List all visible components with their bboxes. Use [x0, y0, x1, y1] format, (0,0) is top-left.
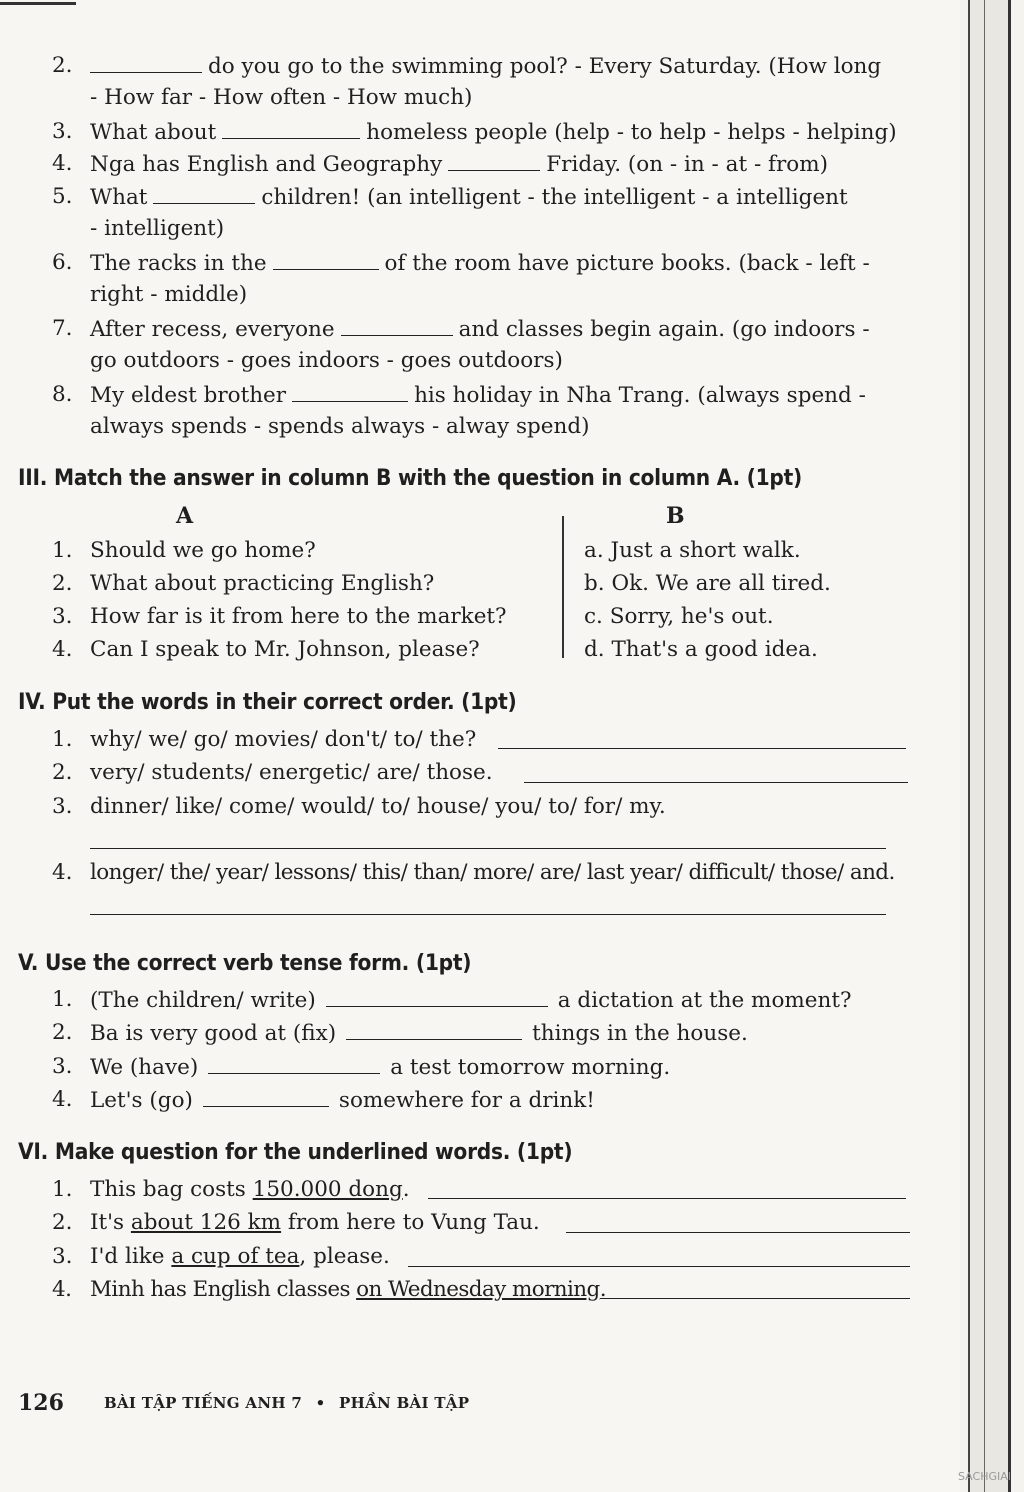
item-number: 4.: [52, 151, 73, 176]
item-text: very/ students/ energetic/ are/ those.: [90, 760, 493, 785]
answer-line[interactable]: [524, 782, 908, 783]
section-4-heading: IV. Put the words in their correct order. (1pt): [18, 690, 517, 715]
item-number: 2.: [52, 53, 73, 78]
answer-letter: b.: [584, 571, 605, 596]
item-options: go outdoors - goes indoors - goes outdoors): [90, 348, 563, 373]
item-number: 2.: [52, 1210, 73, 1235]
item-number: 3.: [52, 1054, 73, 1079]
section-3-heading: III. Match the answer in column B with the question in column A. (1pt): [18, 466, 803, 491]
section-6-heading: VI. Make question for the underlined words. (1pt): [18, 1140, 573, 1165]
item-number: 4.: [52, 1277, 72, 1302]
answer-blank[interactable]: [222, 116, 360, 139]
bullet-separator: •: [315, 1394, 326, 1412]
item-text: We (have): [90, 1055, 199, 1080]
answer-row: [584, 568, 831, 600]
underlined-phrase: a cup of tea: [171, 1244, 300, 1269]
item-text: Nga has English and Geography: [90, 152, 443, 177]
item-text: After recess, everyone: [90, 317, 335, 342]
underlined-phrase: 150.000 dong: [252, 1177, 403, 1202]
item-text: a dictation at the moment?: [557, 988, 852, 1013]
answer-blank[interactable]: [203, 1084, 329, 1107]
answer-blank[interactable]: [153, 181, 255, 204]
top-rule: [0, 2, 76, 5]
book-footer: [104, 1394, 469, 1412]
answer-line[interactable]: [498, 748, 906, 749]
item-number: 1.: [52, 538, 73, 563]
question-text: How far is it from here to the market?: [90, 604, 507, 629]
item-text: It's: [90, 1210, 125, 1235]
item-number: 7.: [52, 316, 73, 341]
question-text: Should we go home?: [90, 538, 316, 563]
item-text: .: [402, 1177, 410, 1202]
column-a-header: A: [176, 503, 194, 529]
item-text: a test tomorrow morning.: [390, 1055, 671, 1080]
item-text: from here to Vung Tau.: [287, 1210, 540, 1235]
answer-text: Sorry, he's out.: [609, 604, 774, 629]
page-edge-line: [968, 0, 970, 1492]
item-number: 6.: [52, 250, 73, 275]
item-text: why/ we/ go/ movies/ don't/ to/ the?: [90, 727, 477, 752]
item-text: My eldest brother: [90, 383, 287, 408]
column-b-header: B: [666, 503, 685, 529]
answer-line[interactable]: [566, 1232, 910, 1233]
item-text: dinner/ like/ come/ would/ to/ house/ you/ to/ for/ my.: [90, 794, 666, 819]
answer-row: [584, 634, 818, 666]
answer-line[interactable]: [428, 1198, 906, 1199]
item-number: 2.: [52, 571, 73, 596]
section-5-heading: V. Use the correct verb tense form. (1pt): [18, 951, 472, 976]
answer-blank[interactable]: [208, 1051, 380, 1074]
item-number: 1.: [52, 1177, 73, 1202]
book-title: BÀI TẬP TIẾNG ANH 7: [104, 1394, 303, 1412]
page-edge-line: [1008, 0, 1011, 1492]
item-text: , please.: [299, 1244, 390, 1269]
item-text: I'd like: [90, 1244, 165, 1269]
item-text: This bag costs: [90, 1177, 246, 1202]
item-text: children! (an intelligent - the intelligent - a intelligent: [261, 185, 848, 210]
question-text: What about practicing English?: [90, 571, 435, 596]
item-number: 1.: [52, 727, 73, 752]
item-text: do you go to the swimming pool? - Every Saturday. (How long: [208, 54, 882, 79]
item-text: Friday. (on - in - at - from): [546, 152, 828, 177]
item-number: 3.: [52, 119, 73, 144]
answer-line[interactable]: [408, 1266, 910, 1267]
answer-letter: d.: [584, 637, 605, 662]
item-options: - How far - How often - How much): [90, 85, 473, 110]
item-text: Ba is very good at (fix): [90, 1021, 337, 1046]
answer-line[interactable]: [90, 914, 886, 915]
item-text: somewhere for a drink!: [338, 1088, 595, 1113]
page-edge-shadow: [970, 0, 1008, 1492]
question-text: Can I speak to Mr. Johnson, please?: [90, 637, 480, 662]
item-text: his holiday in Nha Trang. (always spend -: [414, 383, 866, 408]
column-divider: [562, 516, 564, 658]
item-text: of the room have picture books. (back - left -: [384, 251, 870, 276]
answer-blank[interactable]: [448, 148, 540, 171]
answer-blank[interactable]: [292, 379, 408, 402]
answer-blank[interactable]: [90, 50, 202, 73]
item-number: 3.: [52, 604, 73, 629]
watermark-logo: SACHGIAI: [958, 1470, 1012, 1483]
item-text: What about: [90, 120, 217, 145]
item-number: 8.: [52, 382, 73, 407]
underlined-phrase: on Wednesday morning: [356, 1277, 600, 1302]
item-text: longer/ the/ year/ lessons/ this/ than/ more/ are/ last year/ difficult/ those/ and.: [90, 860, 895, 885]
item-text: (The children/ write): [90, 988, 316, 1013]
item-text: homeless people (help - to help - helps - helping): [366, 120, 897, 145]
item-options: always spends - spends always - alway spend): [90, 414, 590, 439]
item-number: 2.: [52, 1020, 73, 1045]
item-options: - intelligent): [90, 216, 225, 241]
answer-blank[interactable]: [326, 984, 548, 1007]
item-number: 3.: [52, 1244, 73, 1269]
answer-text: Just a short walk.: [610, 538, 801, 563]
answer-text: Ok. We are all tired.: [611, 571, 831, 596]
item-number: 4.: [52, 1087, 73, 1112]
answer-blank[interactable]: [346, 1017, 522, 1040]
page-number: 126: [18, 1390, 64, 1416]
answer-letter: a.: [584, 538, 604, 563]
item-text: and classes begin again. (go indoors -: [458, 317, 870, 342]
item-options: right - middle): [90, 282, 248, 307]
item-text: Minh has English classes: [90, 1277, 350, 1302]
answer-line[interactable]: [600, 1298, 910, 1299]
answer-line[interactable]: [90, 848, 886, 849]
item-number: 4.: [52, 637, 73, 662]
item-text: things in the house.: [532, 1021, 748, 1046]
page-edge-line: [984, 0, 985, 1492]
item-number: 1.: [52, 987, 73, 1012]
answer-letter: c.: [584, 604, 603, 629]
answer-row: [584, 535, 801, 567]
answer-row: [584, 601, 774, 633]
answer-blank[interactable]: [273, 247, 379, 270]
item-text: What: [90, 185, 148, 210]
item-number: 3.: [52, 794, 73, 819]
item-text: Let's (go): [90, 1088, 193, 1113]
item-text: .: [599, 1277, 606, 1302]
answer-blank[interactable]: [341, 313, 453, 336]
underlined-phrase: about 126 km: [130, 1210, 282, 1235]
item-number: 4.: [52, 860, 73, 885]
item-number: 2.: [52, 760, 73, 785]
item-number: 5.: [52, 184, 73, 209]
item-text: The racks in the: [90, 251, 267, 276]
book-part: PHẦN BÀI TẬP: [339, 1394, 470, 1412]
answer-text: That's a good idea.: [611, 637, 818, 662]
